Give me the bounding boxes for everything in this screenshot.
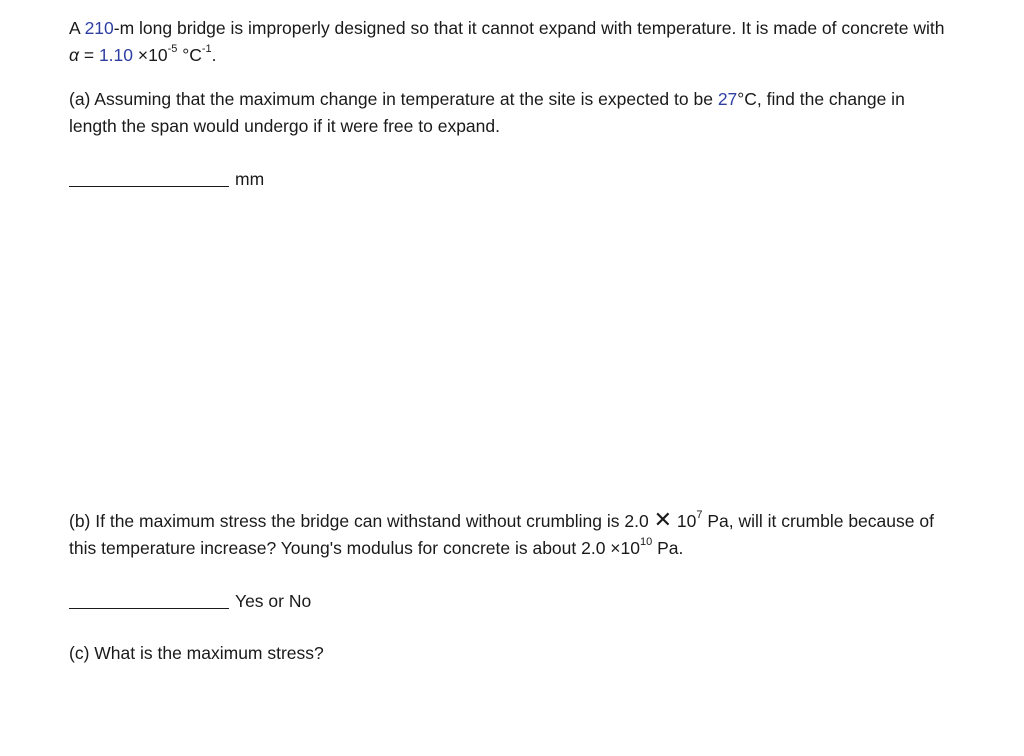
part-b-question: (b) If the maximum stress the bridge can withstand without crumbling is 2.0 ✕ $10^7$ Pa, will it crumble because of this temperature increase? Young's modulus for concrete is about $2.0 \times 10^{10}$ Pa. <box>69 507 934 558</box>
temperature-change-value: 27 <box>717 89 738 109</box>
bridge-length-value: 210 <box>84 18 114 38</box>
part-a-answer-unit: mm <box>235 169 265 189</box>
part-b-answer-blank[interactable] <box>69 608 229 609</box>
times-sign: ✕ <box>653 507 672 532</box>
part-a-answer-blank[interactable] <box>69 186 229 187</box>
modulus-exponent: 10 <box>640 536 653 549</box>
part-a-answer-row <box>69 166 264 192</box>
stress-exponent: 7 <box>696 509 703 522</box>
alpha-coefficient-value: 1.10 <box>98 45 133 65</box>
alpha-exponent: -5 <box>167 43 178 56</box>
part-b-answer-row <box>69 588 311 614</box>
part-c-question: (c) What is the maximum stress? <box>69 643 324 663</box>
part-b-answer-label: Yes or No <box>235 591 312 611</box>
alpha-unit-exponent: -1 <box>201 43 212 56</box>
problem-intro: A 210-m long bridge is improperly designed so that it cannot expand with temperature. It is made of concrete with $\alpha = 1.10 \times 10^{-5}$ $^\circ C^{-1}$. <box>69 18 945 65</box>
part-a-question: (a) Assuming that the maximum change in temperature at the site is expected to be 27°C, find the change in length the span would undergo if it were free to expand. <box>69 89 905 136</box>
alpha-symbol: α <box>69 45 79 65</box>
